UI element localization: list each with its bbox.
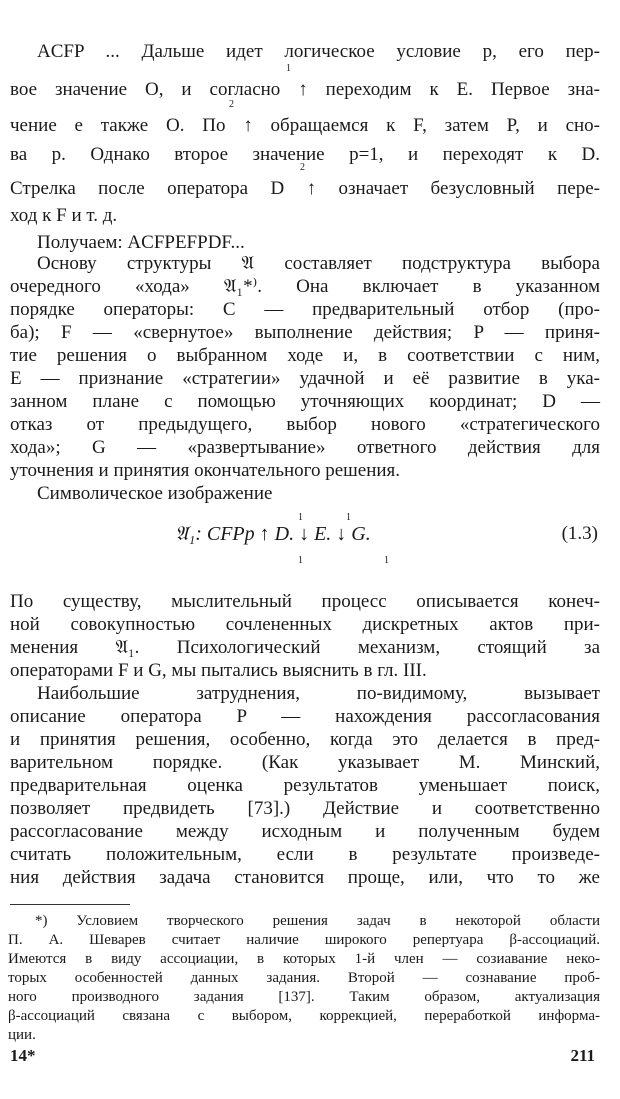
formula-mark: 1 [298, 555, 303, 566]
text-line: считать положительным, если в результате произведе- [10, 844, 600, 865]
text-line: Наибольшие затруднения, по-видимому, вызывает [37, 683, 600, 704]
text-line: Основу структуры 𝔄 составляет подструктура выбора [37, 253, 600, 274]
text-line: Получаем: ACFPEFPDF... [37, 232, 245, 253]
formula-mark: 1 [346, 512, 351, 523]
text-line: ход к F и т. д. [10, 205, 118, 226]
text-line: Стрелка после оператора D ↑ означает безусловный пере- [10, 178, 600, 199]
text-line: чение e также O. По ↑ обращаемся к F, затем P, и сно- [10, 115, 600, 136]
footnote-line: П. А. Шеварев считает наличие широкого репертуара β-ассоциаций. [8, 932, 600, 948]
text-line: рассогласование между исходным и полученным будем [10, 821, 600, 842]
text-line: По существу, мыслительный процесс описывается конеч- [10, 591, 600, 612]
arrow-mark: 2 [229, 99, 234, 110]
footnote-line: ции. [8, 1027, 36, 1043]
text-line: тие решения о выбранном ходе и, в соответствии с ним, [10, 345, 600, 366]
text-line: занном плане с помощью уточняющих координат; D — [10, 391, 600, 412]
text-line: предварительная оценка результатов уменьшает поиск, [10, 775, 600, 796]
text-line: отказ от предыдущего, выбор нового «стратегического [10, 414, 600, 435]
text-line: порядке операторы: C — предварительный отбор (про- [10, 299, 600, 320]
text-line: ной совокупностью сочлененных дискретных актов при- [10, 614, 600, 635]
arrow-mark: 2 [300, 162, 305, 173]
footnote-rule [10, 904, 130, 905]
text-line: вое значение О, и согласно ↑ переходим к E. Первое зна- [10, 79, 600, 100]
text-line: уточнения и принятия окончательного решения. [10, 460, 401, 481]
text-line: ба); F — «свернутое» выполнение действия; P — приня- [10, 322, 600, 343]
footnote-line: ного производного задания [137]. Таким образом, актуализация [8, 989, 600, 1005]
text-line: операторами F и G, мы пытались выяснить в гл. III. [10, 660, 427, 681]
footnote-line: *) Условием творческого решения задач в некоторой области [35, 913, 600, 929]
formula-mark: 1 [298, 512, 303, 523]
page-number: 211 [570, 1046, 595, 1065]
footnote-line: Имеются в виду ассоциации, в которых 1-й член — созиавание неко- [8, 951, 600, 967]
text-line: очередного «хода» 𝔄₁*⁾. Она включает в указанном [10, 276, 600, 297]
arrow-mark: 1 [286, 63, 291, 74]
text-line: Символическое изображение [37, 483, 273, 504]
text-line: хода»; G — «развертывание» ответного действия для [10, 437, 600, 458]
text-line: описание оператора P — нахождения рассогласования [10, 706, 600, 727]
formula-mark: 1 [384, 555, 389, 566]
text-line: и принятия решения, особенно, когда это делается в пред- [10, 729, 600, 750]
signature-mark: 14* [10, 1046, 36, 1065]
text-line: ACFP ... Дальше идет логическое условие p, его пер- [37, 41, 600, 62]
text-line: ва p. Однако второе значение p=1, и переходят к D. [10, 144, 600, 165]
equation-number: (1.3) [561, 523, 598, 544]
text-line: позволяет предвидеть [73].) Действие и соответственно [10, 798, 600, 819]
text-line: менения 𝔄₁. Психологический механизм, стоящий за [10, 637, 600, 658]
text-line: варительном порядке. (Как указывает М. Минский, [10, 752, 600, 773]
text-line: ния действия задача становится проще, или, что то же [10, 867, 600, 888]
footnote-line: β-ассоциаций связана с выбором, коррекцией, переработкой информа- [8, 1008, 600, 1024]
footnote-line: торых особенностей данных задания. Второй — сознавание проб- [8, 970, 600, 986]
text-line: E — признание «стратегии» удачной и её развитие в ука- [10, 368, 600, 389]
formula: 𝔄₁: CFPp ↑ D. ↓ E. ↓ G. [175, 523, 371, 545]
